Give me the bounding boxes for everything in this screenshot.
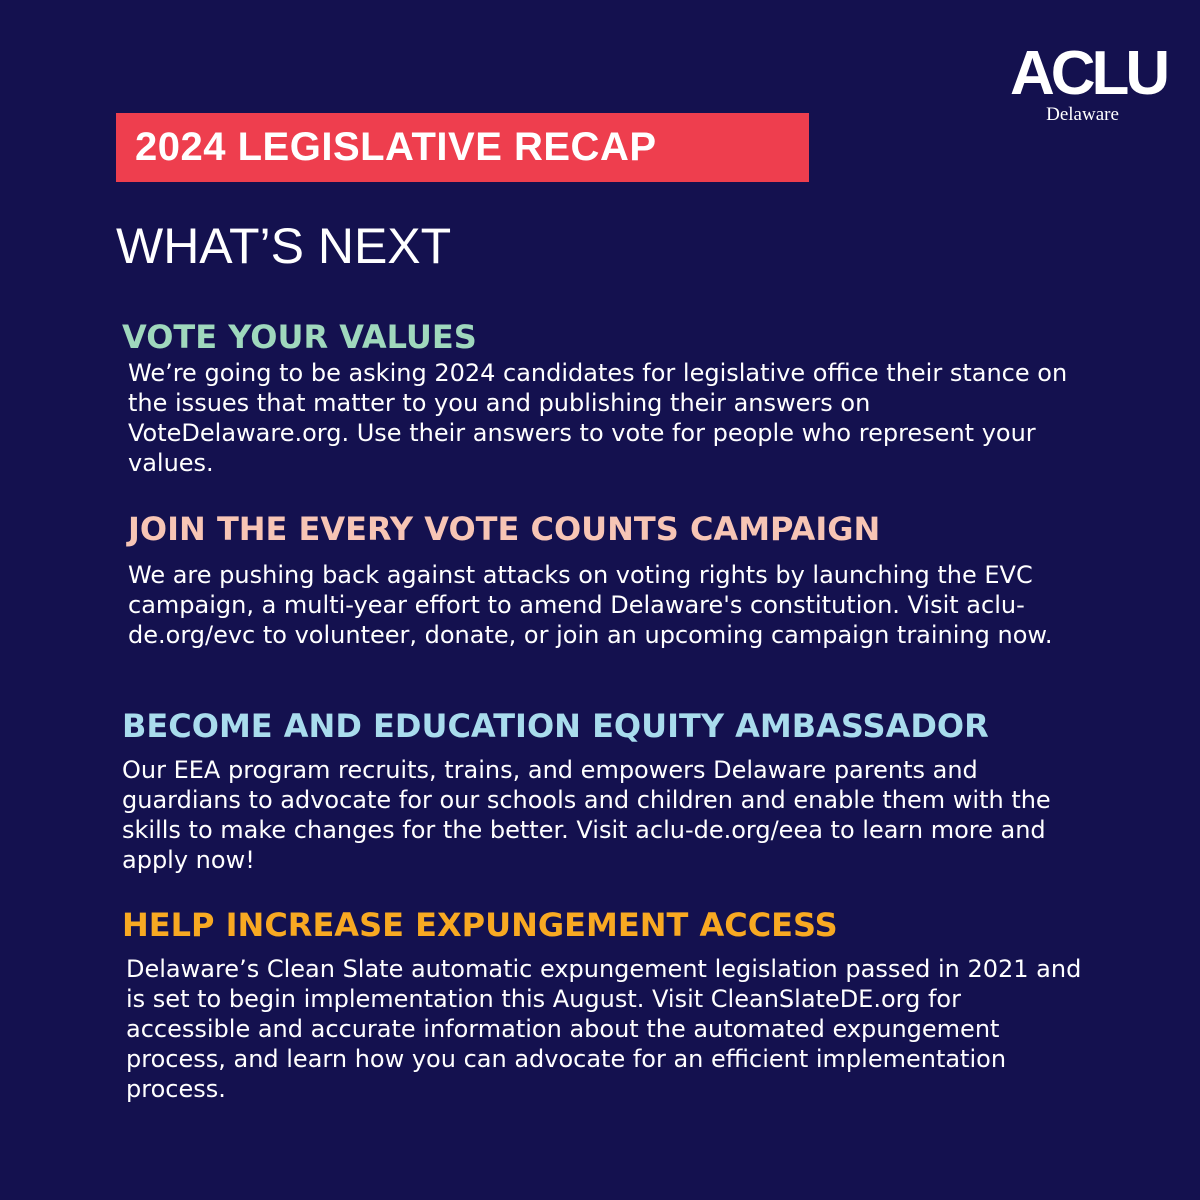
section-body: Our EEA program recruits, trains, and empowers Delaware parents and guardians to advocate for our schools and children and enable them with the skills to make changes for the better. Visit aclu-de.org/eea to learn more and apply now! [122,756,1051,874]
section-title: VOTE YOUR VALUES [122,318,477,356]
banner-label: 2024 LEGISLATIVE RECAP [135,125,657,169]
section-body: We’re going to be asking 2024 candidates for legislative office their stance on the issues that matter to you and publishing their answers on VoteDelaware.org. Use their answers to vote for people who represent your values. [128,359,1068,477]
section-body: Delaware’s Clean Slate automatic expungement legislation passed in 2021 and is set to begin implementation this August. Visit CleanSlateDE.org for accessible and accurate information about the automated expungement process, and learn how you can advocate for an efficient implementation process. [126,955,1082,1103]
section-every-vote-counts [128,508,1118,650]
recap-banner [116,113,809,182]
section-education-equity-ambassador [122,705,1112,875]
aclu-logo [1010,39,1167,126]
section-body: We are pushing back against attacks on voting rights by launching the EVC campaign, a multi-year effort to amend Delaware's constitution. Visit aclu-de.org/evc to volunteer, donate, or join an upcoming campaign training now. [128,561,1053,649]
section-title: HELP INCREASE EXPUNGEMENT ACCESS [122,906,838,944]
logo-affiliate: Delaware [1046,104,1119,125]
section-vote-your-values [122,316,1112,478]
section-title: JOIN THE EVERY VOTE COUNTS CAMPAIGN [128,510,881,548]
section-expungement-access [122,904,1112,1104]
section-title: BECOME AND EDUCATION EQUITY AMBASSADOR [122,707,989,745]
logo-wordmark: ACLU [1010,39,1167,108]
page-title: WHAT’S NEXT [116,218,452,274]
